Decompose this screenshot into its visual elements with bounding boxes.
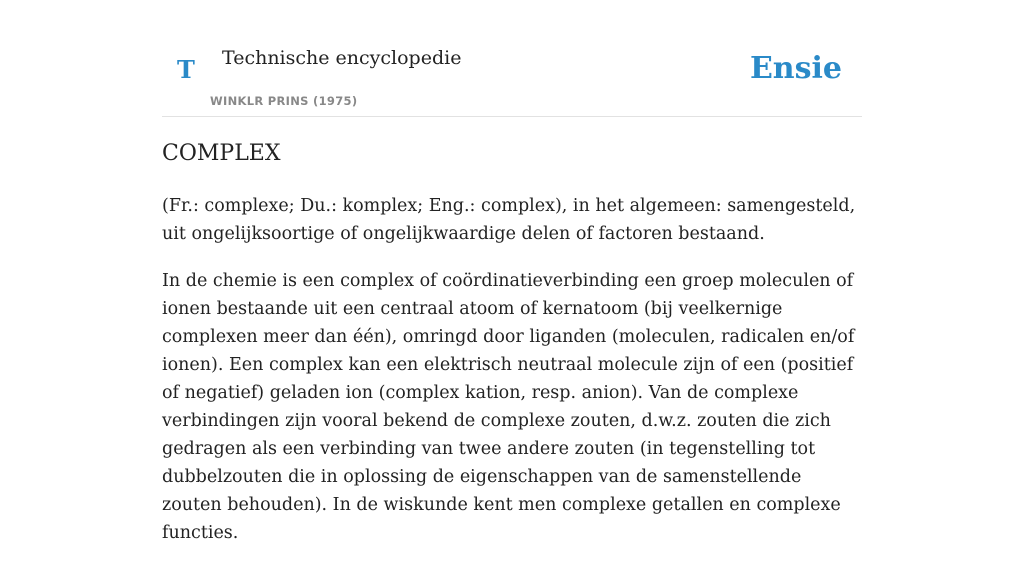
page-title: COMPLEX (162, 141, 281, 166)
article-body (162, 192, 862, 566)
book-header (162, 0, 862, 117)
ensie-logo[interactable]: Ensie (749, 51, 842, 86)
book-logo-letter[interactable]: T (177, 55, 195, 84)
article-paragraph: In de chemie is een complex of coördinatieverbinding een groep moleculen of ionen bestaande uit een centraal atoom of kernatoom (bij veelkernige complexen meer dan één), omringd door liganden (moleculen, radicalen en/of ionen). Een complex kan een elektrisch neutraal molecule zijn of een (positief of negatief) geladen ion (complex kation, resp. anion). Van de complexe verbindingen zijn vooral bekend de complexe zouten, d.w.z. zouten die zich gedragen als een verbinding van twee andere zouten (in tegenstelling tot dubbelzouten die in oplossing de eigenschappen van de samenstellende zouten behouden). In de wiskunde kent men complexe getallen en complexe functies. (162, 271, 855, 543)
book-title-link[interactable]: Technische encyclopedie (222, 47, 462, 69)
article-paragraph: (Fr.: complexe; Du.: komplex; Eng.: complex), in het algemeen: samengesteld, uit ongelijksoortige of ongelijkwaardige delen of factoren bestaand. (162, 196, 856, 244)
book-subtitle: WINKLR PRINS (1975) (210, 94, 358, 108)
